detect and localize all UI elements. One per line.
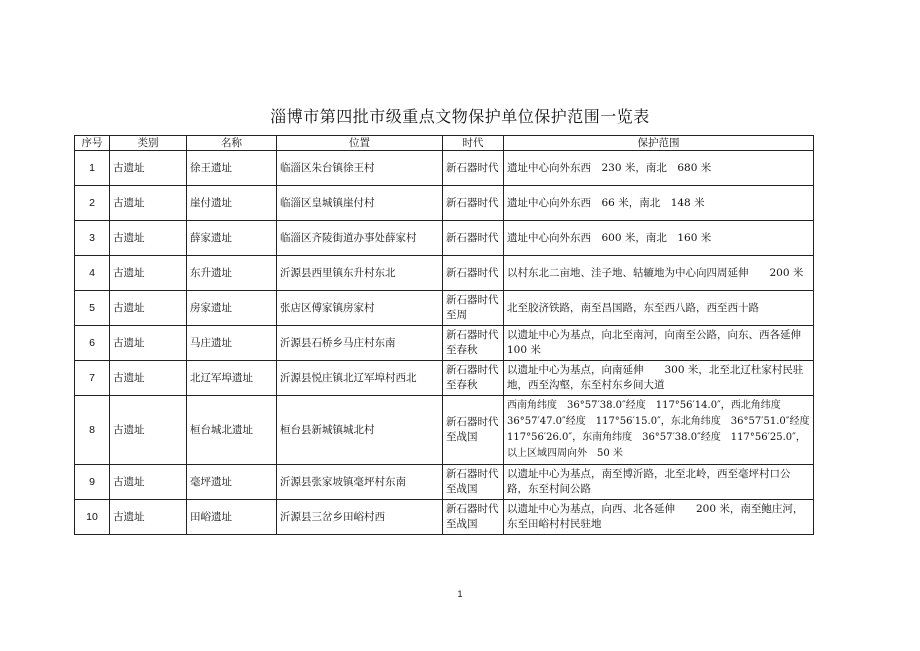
row-no: 5: [75, 291, 110, 326]
table-row: [75, 326, 814, 361]
row-category: 古遗址: [110, 396, 187, 465]
row-scope: 遗址中心向外东西 600 米，南北 160 米: [504, 221, 814, 256]
row-category: 古遗址: [110, 361, 187, 396]
row-no: 7: [75, 361, 110, 396]
protection-scope-table: [74, 135, 820, 535]
row-no: 4: [75, 256, 110, 291]
page-title: 淄博市第四批市级重点文物保护单位保护范围一览表: [270, 107, 650, 126]
row-category: 古遗址: [110, 186, 187, 221]
table-row: [75, 500, 814, 535]
row-no: 9: [75, 465, 110, 500]
table-row: [75, 186, 814, 221]
header-era: 时代: [443, 136, 504, 151]
row-scope: 西南角纬度 36°57′38.0″经度 117°56′14.0″，西北角纬度 36°57′47.0″经度 117°56′15.0″，东北角纬度 36°57′51.0″经度 117°56′26.0″，东南角纬度 36°57′38.0″经度 117°56′25.0″，以上区域四周向外 50 米: [504, 396, 814, 465]
row-era: 新石器时代: [443, 256, 504, 291]
table-row: [75, 361, 814, 396]
row-name: 薛家遗址: [187, 221, 277, 256]
row-category: 古遗址: [110, 326, 187, 361]
row-era: 新石器时代至春秋: [443, 361, 504, 396]
row-name: 徐王遗址: [187, 151, 277, 186]
row-era: 新石器时代: [443, 151, 504, 186]
header-category: 类别: [110, 136, 187, 151]
row-era: 新石器时代: [443, 221, 504, 256]
table-row: [75, 465, 814, 500]
row-name: 崖付遗址: [187, 186, 277, 221]
row-location: 临淄区朱台镇徐王村: [277, 151, 443, 186]
row-location: 沂源县西里镇东升村东北: [277, 256, 443, 291]
row-category: 古遗址: [110, 151, 187, 186]
header-no: 序号: [75, 136, 110, 151]
table-row: [75, 151, 814, 186]
row-scope: 遗址中心向外东西 66 米，南北 148 米: [504, 186, 814, 221]
row-scope: 以遗址中心为基点，南至博沂路，北至北岭，西至毫坪村口公路，东至村间公路: [504, 465, 814, 500]
row-name: 田峪遗址: [187, 500, 277, 535]
row-location: 临淄区齐陵街道办事处薛家村: [277, 221, 443, 256]
row-name: 马庄遗址: [187, 326, 277, 361]
row-era: 新石器时代至战国: [443, 396, 504, 465]
page-number: 1: [457, 589, 463, 599]
row-no: 8: [75, 396, 110, 465]
row-name: 东升遗址: [187, 256, 277, 291]
row-no: 2: [75, 186, 110, 221]
table-row: [75, 396, 814, 465]
row-scope: 以遗址中心为基点，向北至南河，向南至公路，向东、西各延伸 100 米: [504, 326, 814, 361]
row-no: 1: [75, 151, 110, 186]
row-scope: 以遗址中心为基点，向南延伸 300 米，北至北辽杜家村民驻地，西至沟壑，东至村东乡间大道: [504, 361, 814, 396]
row-location: 桓台县新城镇城北村: [277, 396, 443, 465]
row-location: 张店区傅家镇房家村: [277, 291, 443, 326]
row-location: 沂源县三岔乡田峪村西: [277, 500, 443, 535]
row-category: 古遗址: [110, 256, 187, 291]
header-name: 名称: [187, 136, 277, 151]
row-scope: 遗址中心向外东西 230 米，南北 680 米: [504, 151, 814, 186]
table-row: [75, 256, 814, 291]
table-row: [75, 291, 814, 326]
table-row: [75, 221, 814, 256]
row-era: 新石器时代至战国: [443, 500, 504, 535]
row-name: 房家遗址: [187, 291, 277, 326]
row-category: 古遗址: [110, 500, 187, 535]
row-name: 毫坪遗址: [187, 465, 277, 500]
table-header-row: [75, 136, 814, 151]
row-era: 新石器时代至周: [443, 291, 504, 326]
row-no: 3: [75, 221, 110, 256]
row-location: 临淄区皇城镇崖付村: [277, 186, 443, 221]
row-scope: 以村东北二亩地、洼子地、轱辘地为中心向四周延伸 200 米: [504, 256, 814, 291]
row-scope: 北至胶济铁路，南至昌国路，东至西八路，西至西十路: [504, 291, 814, 326]
row-location: 沂源县张家坡镇毫坪村东南: [277, 465, 443, 500]
row-name: 北辽军埠遗址: [187, 361, 277, 396]
row-no: 10: [75, 500, 110, 535]
row-category: 古遗址: [110, 221, 187, 256]
row-category: 古遗址: [110, 291, 187, 326]
row-name: 桓台城北遗址: [187, 396, 277, 465]
row-category: 古遗址: [110, 465, 187, 500]
row-location: 沂源县悦庄镇北辽军埠村西北: [277, 361, 443, 396]
row-era: 新石器时代至战国: [443, 465, 504, 500]
row-location: 沂源县石桥乡马庄村东南: [277, 326, 443, 361]
row-era: 新石器时代至春秋: [443, 326, 504, 361]
row-era: 新石器时代: [443, 186, 504, 221]
header-location: 位置: [277, 136, 443, 151]
row-no: 6: [75, 326, 110, 361]
header-scope: 保护范围: [504, 136, 814, 151]
row-scope: 以遗址中心为基点，向西、北各延伸 200 米，南至鲍庄河，东至田峪村村民驻地: [504, 500, 814, 535]
